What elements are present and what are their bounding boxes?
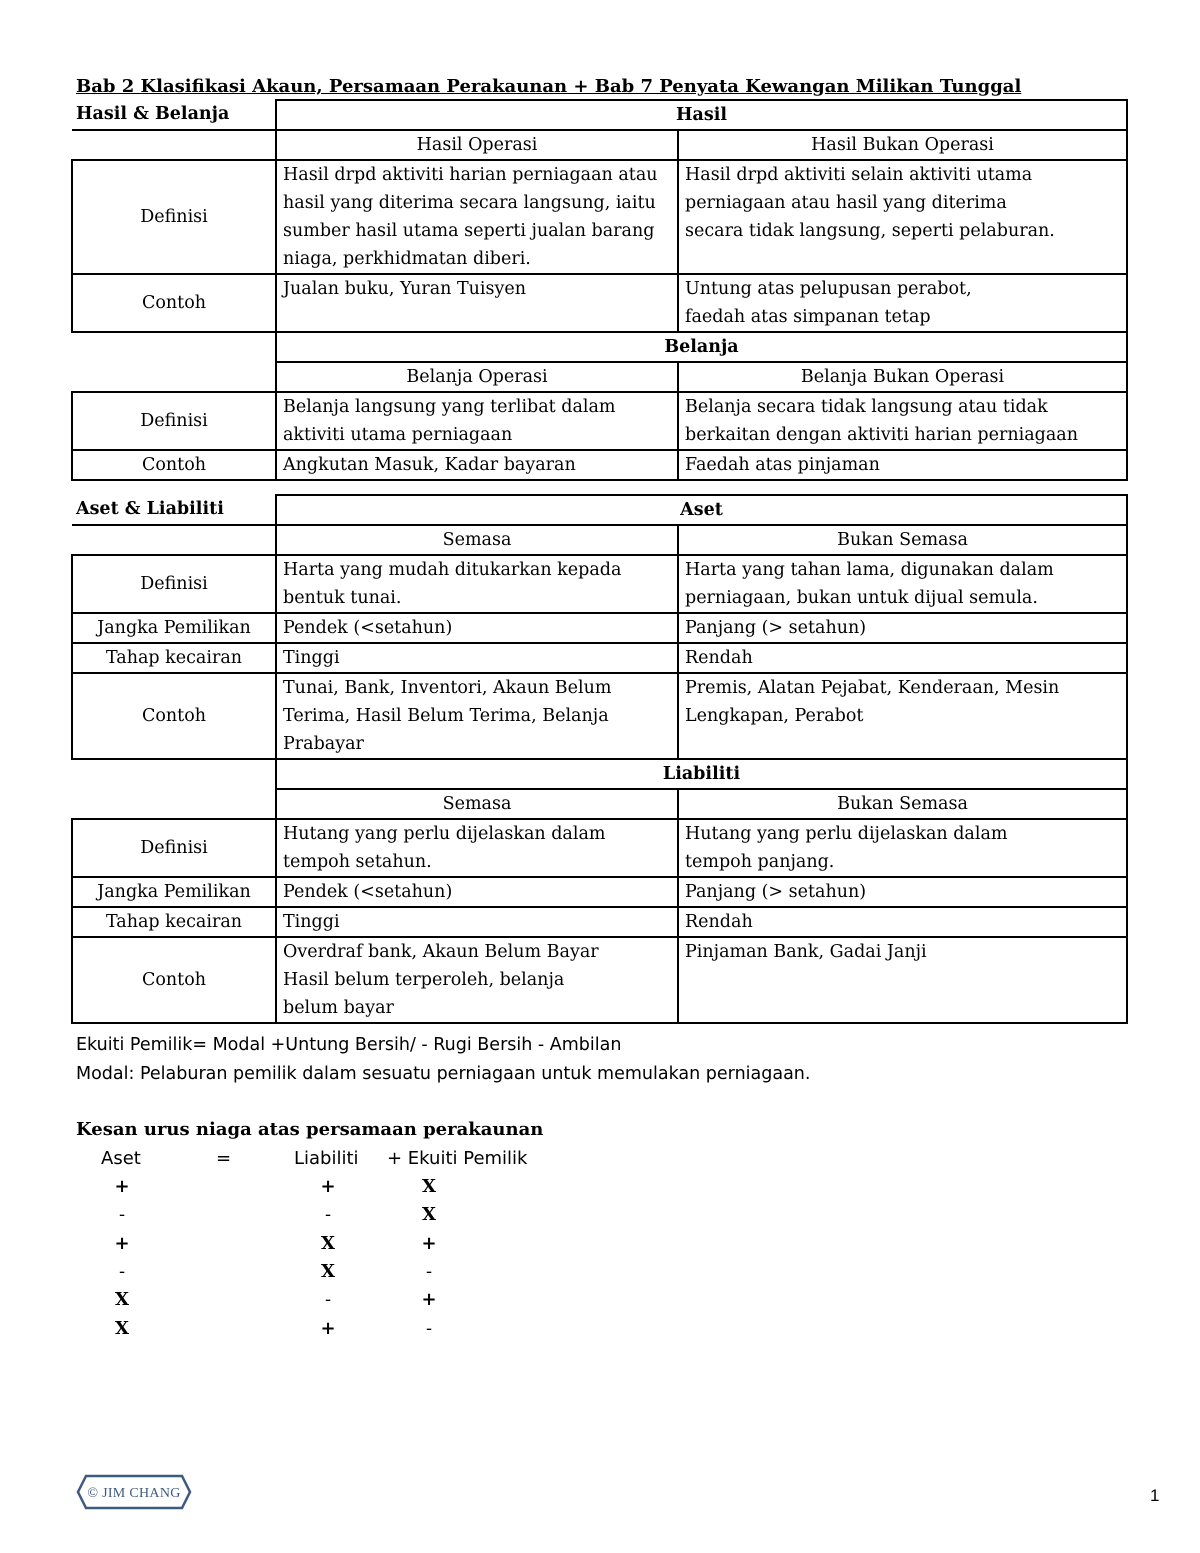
kesan-ekuiti-mark: X bbox=[422, 1176, 436, 1197]
kesan-liabiliti-mark: + bbox=[320, 1176, 336, 1197]
table-cell: Untung atas pelupusan perabot, faedah atas simpanan tetap bbox=[678, 274, 1127, 332]
kesan-aset-mark: - bbox=[118, 1204, 126, 1226]
row-label: Contoh bbox=[72, 274, 276, 332]
ekuiti-formula: Ekuiti Pemilik= Modal +Untung Bersih/ - Rugi Bersih - Ambilan bbox=[76, 1035, 622, 1055]
section-label-hasil-belanja: Hasil & Belanja bbox=[72, 100, 276, 130]
svg-text:© JIM CHANG: © JIM CHANG bbox=[87, 1486, 181, 1501]
kesan-heading: Kesan urus niaga atas persamaan perakaunan bbox=[76, 1119, 544, 1140]
table-cell: Hutang yang perlu dijelaskan dalam tempoh panjang. bbox=[678, 819, 1127, 877]
jim-chang-logo bbox=[76, 1474, 192, 1515]
row-label: Jangka Pemilikan bbox=[72, 613, 276, 643]
section-label-aset-liabiliti: Aset & Liabiliti bbox=[72, 495, 276, 525]
kesan-aset-mark: + bbox=[114, 1176, 130, 1197]
liabiliti-header: Liabiliti bbox=[276, 759, 1127, 789]
kesan-aset-mark: - bbox=[118, 1260, 126, 1282]
belanja-header: Belanja bbox=[276, 332, 1127, 362]
row-label: Contoh bbox=[72, 937, 276, 1023]
table-cell: Jualan buku, Yuran Tuisyen bbox=[276, 274, 678, 332]
kesan-ekuiti-mark: X bbox=[422, 1204, 436, 1226]
table-cell: Pendek (<setahun) bbox=[276, 613, 678, 643]
table-cell: Pinjaman Bank, Gadai Janji bbox=[678, 937, 1127, 1023]
table-cell: Harta yang mudah ditukarkan kepada bentuk tunai. bbox=[276, 555, 678, 613]
kesan-aset-mark: + bbox=[114, 1232, 130, 1254]
table-cell: Tinggi bbox=[276, 907, 678, 937]
table-cell: Pendek (<setahun) bbox=[276, 877, 678, 907]
belanja-operasi-header: Belanja Operasi bbox=[276, 362, 678, 392]
row-label: Definisi bbox=[72, 819, 276, 877]
table-cell: Tinggi bbox=[276, 643, 678, 673]
hasil-header: Hasil bbox=[276, 100, 1127, 130]
hasil-belanja-table bbox=[71, 99, 1128, 481]
table-cell: Faedah atas pinjaman bbox=[678, 450, 1127, 480]
kesan-liabiliti-mark: X bbox=[321, 1260, 335, 1282]
row-label: Tahap kecairan bbox=[72, 643, 276, 673]
kesan-liabiliti-mark: - bbox=[324, 1204, 332, 1226]
table-cell: Angkutan Masuk, Kadar bayaran bbox=[276, 450, 678, 480]
aset-liabiliti-table bbox=[71, 494, 1128, 1024]
kesan-liabiliti-mark: X bbox=[321, 1232, 335, 1254]
table-cell: Belanja langsung yang terlibat dalam aktiviti utama perniagaan bbox=[276, 392, 678, 450]
row-label: Tahap kecairan bbox=[72, 907, 276, 937]
aset-semasa-header: Semasa bbox=[276, 525, 678, 555]
kesan-header-aset: Aset bbox=[101, 1148, 141, 1169]
kesan-aset-mark: X bbox=[115, 1289, 129, 1311]
kesan-ekuiti-mark: - bbox=[425, 1317, 433, 1339]
kesan-aset-mark: X bbox=[115, 1317, 129, 1339]
table-cell: Panjang (> setahun) bbox=[678, 613, 1127, 643]
row-label: Definisi bbox=[72, 160, 276, 274]
row-label: Definisi bbox=[72, 555, 276, 613]
row-label: Contoh bbox=[72, 673, 276, 759]
table-cell: Tunai, Bank, Inventori, Akaun Belum Terima, Hasil Belum Terima, Belanja Prabayar bbox=[276, 673, 678, 759]
row-label: Definisi bbox=[72, 392, 276, 450]
kesan-header-eq: = bbox=[216, 1148, 232, 1169]
liabiliti-semasa-header: Semasa bbox=[276, 789, 678, 819]
modal-definition: Modal: Pelaburan pemilik dalam sesuatu perniagaan untuk memulakan perniagaan. bbox=[76, 1064, 811, 1084]
page-number: 1 bbox=[1150, 1486, 1160, 1505]
hasil-bukan-operasi-header: Hasil Bukan Operasi bbox=[678, 130, 1127, 160]
table-cell: Hasil drpd aktiviti selain aktiviti utama perniagaan atau hasil yang diterima secara tidak langsung, seperti pelaburan. bbox=[678, 160, 1127, 274]
row-label: Jangka Pemilikan bbox=[72, 877, 276, 907]
table-cell: Belanja secara tidak langsung atau tidak berkaitan dengan aktiviti harian perniagaan bbox=[678, 392, 1127, 450]
table-cell: Overdraf bank, Akaun Belum Bayar Hasil belum terperoleh, belanja belum bayar bbox=[276, 937, 678, 1023]
kesan-liabiliti-mark: + bbox=[320, 1317, 336, 1339]
table-cell: Premis, Alatan Pejabat, Kenderaan, Mesin Lengkapan, Perabot bbox=[678, 673, 1127, 759]
aset-bukan-semasa-header: Bukan Semasa bbox=[678, 525, 1127, 555]
table-cell: Rendah bbox=[678, 643, 1127, 673]
kesan-ekuiti-mark: - bbox=[425, 1260, 433, 1282]
row-label: Contoh bbox=[72, 450, 276, 480]
kesan-header-ekuiti: + Ekuiti Pemilik bbox=[387, 1148, 528, 1169]
page-title: Bab 2 Klasifikasi Akaun, Persamaan Perakaunan + Bab 7 Penyata Kewangan Milikan Tunggal bbox=[76, 76, 1022, 97]
table-cell: Panjang (> setahun) bbox=[678, 877, 1127, 907]
table-cell: Harta yang tahan lama, digunakan dalam perniagaan, bukan untuk dijual semula. bbox=[678, 555, 1127, 613]
table-cell: Hasil drpd aktiviti harian perniagaan atau hasil yang diterima secara langsung, iaitu sumber hasil utama seperti jualan barang niaga, perkhidmatan diberi. bbox=[276, 160, 678, 274]
table-cell: Hutang yang perlu dijelaskan dalam tempoh setahun. bbox=[276, 819, 678, 877]
liabiliti-bukan-semasa-header: Bukan Semasa bbox=[678, 789, 1127, 819]
kesan-liabiliti-mark: - bbox=[324, 1289, 332, 1311]
belanja-bukan-operasi-header: Belanja Bukan Operasi bbox=[678, 362, 1127, 392]
kesan-header-liabiliti: Liabiliti bbox=[294, 1148, 359, 1169]
aset-header: Aset bbox=[276, 495, 1127, 525]
table-cell: Rendah bbox=[678, 907, 1127, 937]
hasil-operasi-header: Hasil Operasi bbox=[276, 130, 678, 160]
kesan-ekuiti-mark: + bbox=[421, 1232, 437, 1254]
kesan-ekuiti-mark: + bbox=[421, 1289, 437, 1311]
